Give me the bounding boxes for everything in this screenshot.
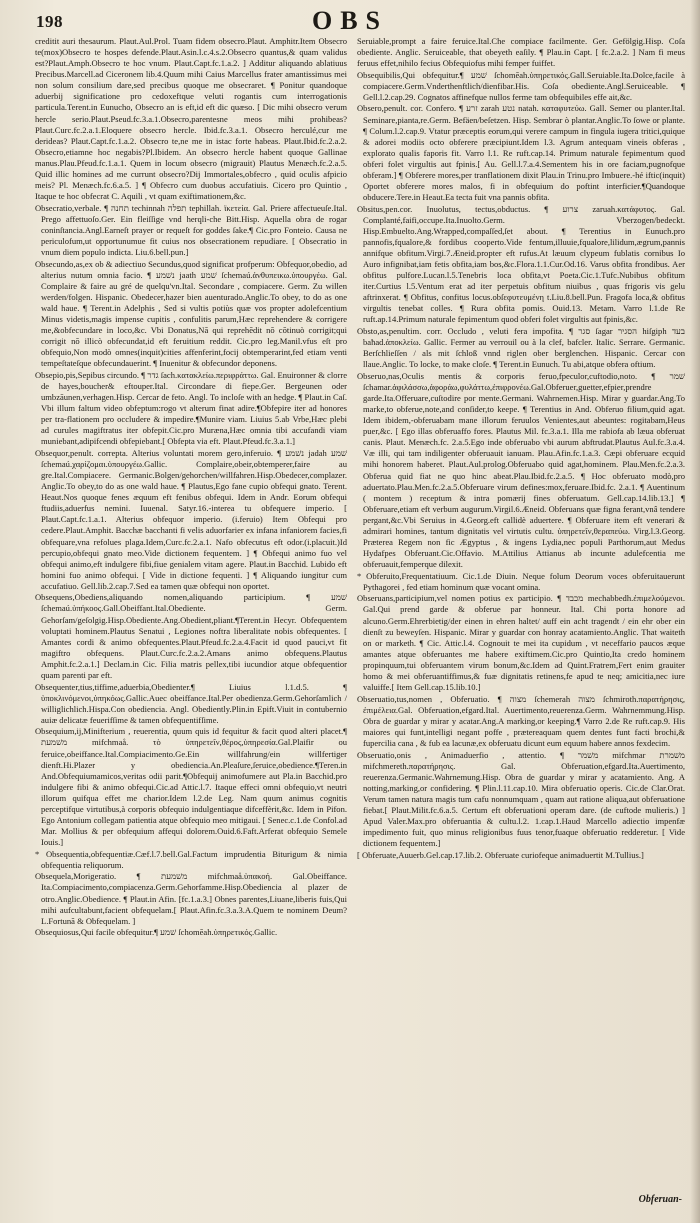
dictionary-entry: Obsequens,Obediens,aliquando nomen,aliquando participium. ¶ שׁמע ſchemaú.ὑπήκοος.Gall.Obeiffant.Ital.Obediente. Germ. Gehorſam/geſolgig.Hisp.Obediente.Ang.Obedient,pliant.¶Terent.in Hecyr. Obfequentem voluptati hominem.Plautus Senatui , Legiones noftra liberalitate nobis obfequentes. [ Amantes cordi & animo obfequentes.Plaut.Pfeud.fc.2.a.4.Facit id quod pauci,vt fit magiftro obfequens. Plaut.Curc.fc.2.a.2.Amans animo obfequens.Plautus Amphit.fc.2.a.1.] Declam.in Cic. Filia matris pellex,tibi iucundior atque obfequentior quam parenti par eft. <box>35 592 347 680</box>
dictionary-entry: Obsecundo,as,ex ob & adiectiuo Secundus,quod significat profperum: Obfequor,obedio, ad alterius nutum omnia facio. ¶ נשׁמע jaath שׁמע ſchemaú.ἀνθυπεικω.ὑπουργέω. Gal. Complaire & faire au gré de quelqu'vn.Ital. Secondare , compiacere. Germ. Zu willen werden/folgen. Hispanic. Obedecer,hazer bien auenturado.Anglic.To obey, to do as one wald haue. ¶ Terent.in Adelphis , Sed si vultis potiùs quæ vos propter adolefcentium Minus videtis,magis impense cupitis , confulitis parum,Hæc reprehendere & corrigere me,&obfecundare in loco,&c. Vbi Donatus,Nā qui reprehēdit nō cōtinuò corrigit;qui corrigit nō illicò obfecundat,id eft feruitium reddit. Cic.pro leg.Manil.vfus eſt pro obfequio,Non modò omnes(inquit)cities affenferint,focij obtemperarint,fed etiam venti tempeſtateſque obfecundauerint. ¶ Inuenitur & obfecundor deponens. <box>35 258 347 369</box>
running-head: OBS <box>311 6 389 35</box>
dictionary-entry: Obsero,penult. cor. Confero. ¶ זרע zarah נטע natah. καταφυτεύω. Gall. Semer ou planter.Ital. Seminare,pianta,re.Germ. Befäen/beſetzen. Hisp. Sembrar ò plantar.Anglic.To ſowe or plante. ¶ Colum.l.2.cap.9. Vtatur præceptis eorum,qui verere campum in fingula iugera tritici,quique & adorei modiis octo obferere præcipiunt.Idem l.3. Agrum antequam vineis obferas , explorato qualis faporis fit. Varro l.1. Re ruft.cap.14. Primum naturale fepimentum quod obferi folet virgultis aut fpinis.[ Au. Gell.l.7.a.4.Sementem his in ore faciam,pugnofque obferam.] ¶ Obferere mores,per tranflationem dixit Plau.in Trinu.pro Imbuere.-hé iftic(inquit) Oportet obferere mores malos, fi in obfequium do poftint interficier.¶Quandoque obducere.Tere.in Heaut.Ea tecta fuit vna pannis obfita. <box>357 103 685 203</box>
left-column <box>35 36 347 1210</box>
dictionary-entry: Obsequiosus,Qui facile obfequitur.¶ שׁמע ſchomēah.ὑπηρετικός.Gallic. <box>35 927 278 938</box>
catchword: Obferuan- <box>638 1194 682 1205</box>
dictionary-entry: Obsequibilis,Qui obfequitur.¶ שׁמע ſchomēah.ὑπηρετικός.Gall.Seruiable.Ita.Dolce,facile à compiacere.Germ.Vnderthenftlich/dienfibar.His. Coſa obediente.Angl.Seruiceable. ¶ Gell.l.2.cap.29. Cognatos affinefque nullos ferme tam obfequibiles effe ait,&c. <box>357 69 685 102</box>
dictionary-entry: Obseruatio,tus,nomen , Obferuatio. ¶ מצוה ſchemerah מצוה ſchmiroth.παρατήρησις, ἐπιμέλεια.Gal. Obferuation,efgard.Ital. Auertimento,reuerenza.Germ. Wahrnemmung.Hisp. Obra de guardar y mirar y acatar.Ang.A marking,or keeping.¶ Varro 2.de Re ruft.cap.9. His maiores qui funt,intelligi negant poffe , prætereaquam quem dentes funt facti brochi,& fupercilia cana , & fub ea lacunæ,ex obferuatu dicunt eum equum habere annos fexdecim. <box>357 693 685 748</box>
dictionary-entry: Obsto,as,penultim. corr. Occludo , veluti fera impofita. ¶ סגר ſagar הסגיר hiſgiph בעד baħad.ἀποκλείω. Gallic. Fermer au verrouil ou à la clef, bafcler. Italic. Serrare. Germanic. Berſchlieſſen / als mit ſchloß vnnd riglen ober berglenchen. Hispanic. Cercar con llaue.Anglic. To locke, to make cloſe. ¶ Terent.in Eunuch. Tu abi,atque obfera oftium. <box>357 326 685 370</box>
dictionary-entry: creditit auri thesaurum. Plaut.Aul.Prol. Tuam fidem obsecro.Plaut. Amphitr.Item Obsecro te(mox)Obsecro te hospes defende.Plaut.Asin.l.c.4.s.2.Obsecro quantus,& quam validus est?Plaut.Amph.Obsecro te hoc vnum. Plaut.Capt.fc.1.a.2. ] Additur aliquando ablatiuus Precibus.Marcell.ad Ciceronem lib.4.Quum mihi Caius Marcellus frater amantissimus mei non solum consilium dare,sed precibus quoque me obsecraret. ¶ Ponitur quandoque aduerbij significatione pro cedoxeftque veluti rogantis cum interrogationis particula.Terent.in Eunucho, Obsecro an is eft,id eft dic quæso. [ Dic mihi obsecro verum hercle serio.Plaut.Pseud.fc.3.a.1.Obsecro,parentesne meos mihi prohibeas?Plaut.Curc.fc.2.a.1.Eloquere obsecro hercle. Ibid.fc.3.a.1. Obsecro herculé,cur me derideas? Plaut.Capt.fc.1.a.2. Obsecro te,ne me in istac forte habeas. Plaut.Ibid.fc.2.a.2. Obsecro,etiamne hoc negabis?Pl.Ibidem. An obsecro hercle habent quoque Gallinae manus.Plau.Pfeud.fc.1.a.1. Quem in locum obsecro (migrauit) Plautus Menæch.fc.2.a.5. Quid illic homines ad me currunt obsecro?Dij Immortales,obfecro , quid oculis afpicio meis? Pl. Menæch.fc.6.a.5. ] ¶ Obfecro cum duobus accufatiuis. Cicero pro Quintio , Itaque te hoc obfecrat C. Aquili , vt quam exiftimationem,&c. <box>35 36 347 202</box>
dictionary-entry: Obsequium,ij,Minifterium , reuerentia, quum quis id fequitur & facit quod alteri placet.¶ משׁמעת mifchmaå. τὸ ὑπηρετεῖν,θέρος,ὑπηρεσία.Gal.Plaifir ou feruice,obeiffance.Ital.Compiacimento.Ge.Ein willfahrung/ein willfertiger dienft.Hi.Plazer y obediencia.An.Pleaſure,ſeruice,obedience.¶Teren.in And.Obfequiumamicos,veritas odii parit.¶Obfequij animofumere aut Pla.in Bacchid.pro indulgere fibi & animo obfequi.Cic.ad Attic.l.7. Itaque effeci omni obfequio,vt neutri illorum quifqua effet me charior.Idem l.2.de Leg. Nam quum animus cognitis perceptifque virtutibus,à corporis obfequio indulgentiaque difceffèrit,&c. Idem in Pifon. Ego Antonium collegam patientia atque obfequio meo mitigaui. [ Senec.c.1.de Confol.ad Mar. Mollius & per obfequium affequi dolorem.Ouid.6.Faft.Arferat obfequio Semele Iouis.] <box>35 726 347 848</box>
dictionary-entry: Obseruo,nas,Oculis mentis & corporis feruo,fpeculor,cuftodio,noto. ¶ שׁמר ſchamar.ἀφιλάσσω,ἀφοράω,φυλάττω,ἐπιφρονέω.Gal.Obferuer,guetter,efpier,prendre garde.Ita.Offeruare,cuſtodire por mente.Germani. Wahrnemen.Hisp. Mirar y guardar.Ang.To marke,to obferue,note,and conſider,to keepe. ¶ Terentius in And. Obferuo filium,quid agat. Idem ibidem,-obferuabam mane illorum feruulos Venientes,aut abeuntes: rogitabam,Heus puer,&c. [ Ego illas obferuaffo fores. Plautus Mil. fc.3.a.1. Illa me rabiofa ab læua obferuat canis. Plaut. Menæch.fc. 2.a.5.Ego inde obferuabo vbi aurum abftrudat.Plautus Aul.fc.3.a.4. Væ illi, qui tam indiligenter obferuauit ianuam. Plau.Afin.fc.1.a.3. Cæpi obferuare ecquid mihi honorem haberet. Plaut.Aul.prolog.Obferuabo quid agat,hominem. Plau.Men.fc.2.a.3. Obferua quid fiat ne quo hinc abeat.Plau.Ibid.fc.2.a.5. ¶ Hoc obferuato modò,pro aduertato.Plau.Men.fc.2.a.5.Obferuare virum defines:mox,feruare.Ibid.fc. 2.a.1. ¶ Auentinum ( montem ) receptum & intra pomærij fines obferuatum. Gell.cap.14.lib.13.] ¶ Obferuare,etiam eft verbum augurum.Virgil.6.Æneid. Obferuans quæ figna ferant,vnâ tendere pergant,&c.Vbi Seruius in 4.Georg.eft callidè aduertere. ¶ Obferuare item eft venerari & admirari homines, tantum dignitatis vel virtutis cultu. ὑπηρετεῖν,θεραπεύω. Virg.l.3.Georg. Præterea Regem non fic Ægyptus , & ingens Lydia,nec populi Parthorum,aut Medus Hydafpes Obferuant.Cic.Offavio. M.Attilius Attianus ab incunte adulefcentia me obferuauit,femperque dilexit. <box>357 370 685 570</box>
dictionary-entry: * Obferuito,Frequentatiuum. Cic.1.de Diuin. Neque folum Deorum voces obferuitauerunt Pythagorei , fed etiam hominum quæ vocant omina. <box>357 570 685 592</box>
dictionary-entry: Obseruatio,onis , Animaduerfio , attentio. ¶ משׁמר mifchmar משׁמרת mifchmereth.παρατήρησις. Gal. Obferuation,efgard.Ita.Auertimento, reuerenza.Germanic.Wahrnemung.Hisp. Obra de guardar y mirar y acatamiento. Ang. A notting,marking,or confidering. ¶ Plin.l.11.cap.10. Mira obferuatio operis. Cic.de Clar.Orat. Verum tamen natura magis tum cafu nonnumquam , quam aut ratione aliqua,aut obferuatione fiebat.[ Plaut.Milit.fc.6.a.5. Certum eft obferuationi operam dare. (de cuftode mulieris.) ] Apud Valer.Max.pro obferuantia & cultu.l.2. 1.cap.1.Haud Marcello adiectio impenfæ impedimento fuit, quo minus religionibus fuus tenor,fuaque obferuatio redderetur. [ Vide dictionem fequentem.] <box>357 749 685 849</box>
dictionary-entry: Obsequor,penult. correpta. Alterius voluntati morem gero,inferuio. ¶ נשׁמע jadah שׁמע ſchemaú.χαρίζομαι.ὑπουργέω.Gallic. Complaire,obeir,obtemperer,faire au gre.Ital.Compiacere. Germanic.Bolgen/gehorchen/willfahren.Hisp.Obedecer,complazer. Anglic.To obey,to do as one wald haue. ¶ Plautus,Ego fane cupio obfequi gnato. Terent. Heaut.Nos quoque fenes æquum eft fenibus obfequi. Idem in Andr. Eorum obfequi ftudiis,aduerfus nemini. Iuuenal. Satyr.16.-interea tu obfequere imperio. [ Plaut.Capt.fc.1.a.1. Alterius obfequor imperio. (i.feruio) Item Obfequi pro cedere.Plaut.Amphit. Bacchæ bacchanti fi velis aduorfarier ex infana infaniorem facies,fi obfequare,vna refolues plaga.Idem,Curc.fc.2.a.1. Nafo obfecutus eft odor.(i.placuit.)Id percupio,obfequi gnato meo.Vide dictionem fequentem. ] ¶ Obfequi animo fuo vel obfequi animo,eft indulgere fibi,fiue genialem vitam agere. Plaut.in Bacchid. Lubido eft homini fuo animo obfequi. [ Vide in dictione fequenti. ] ¶ Aliquando iungitur cum accufatiuo. Gell.lib.2.cap.7.Sed ea tamen quæ obfequi non oportet. <box>35 447 347 591</box>
dictionary-entry: * Obsequentia,obfequentiæ.Cæf.l.7.bell.Gal.Factum imprudentia Biturigum & nimia obfequentia reliquorum. <box>35 848 347 870</box>
dictionary-entry: [ Obferuate,Auuerb.Gel.cap.17.lib.2. Obferuate curiofeque animaduertit M.Tullius.] <box>357 849 644 860</box>
dictionary-entry: Obsequela,Morigeratio. ¶ משׁמעת mifchmaå.ὑπακοή. Gal.Obeiffance. Ita.Compiacimento,compiacenza.Germ.Gehorfamme.Hisp.Obediencia al plazer de otro.Anglic.Obedience. ¶ Plaut.in Afin. [fc.1.a.3.] Obnes parentes,Liuane,liberis fuis,Qui mihi aufcultabunt,facient obfequelam.[ Plaut.Afin.fc.3.a.3.A.Quem te nominem Deum? L.Fortunã & Obfequelam. ] <box>35 871 347 926</box>
page-number: 198 <box>36 12 63 31</box>
dictionary-entry: Seruiable,prompt a faire feruice.Ital.Che compiace facilmente. Ger. Gefölgig.Hisp. Coſa obediente. Anglic. Seruiceable, that obeyeth eaſily. ¶ Plau.in Capt. [ fc.2.a.2. ] Nam fi meus feruus effet,nihilo fecius Obfequiofus mihi femper fuiffet. <box>357 36 685 69</box>
right-column <box>357 36 685 1210</box>
dictionary-entry: Obsequenter,tius,tiffime,aduerbia,Obedienter.¶ Liuius l.1.d.5. ¶ ὑποκλινόμενοι,ὑπηκόως.Gallic.Auec obeiffance.Ital.Per obedienza.Germ.Gehorſamlich / williglichlich.Hispa.Con obediencia. Angl. Obediently.Plin.in Epift.Viuit in contubernio auiæ delicatæ feuerifſime & tamen obfequentifſime. <box>35 681 347 725</box>
dictionary-entry: Obsitus,pen.cor. Inuolutus, tectus,obductus. ¶ צרוע zaruah.κατάφυτος. Gal. Complanté,faifi,occupe.Ita.Inuolto.Germ. Vberzogen/bedeckt. Hisp.Embuelto.Ang.Wrapped,compaſſed,ſet about. ¶ Terentius in Eunuch.pro pannofis,fqualore,& fordibus cooperto.Vide fentum,illuuie,fqualore,lilidum,ægrum,pannis annifque obfitum.Virgi.7.Æneid.propter eft rufus.At læuum clypeum fublatis cornibus Io Auro infignibat,iam fetis obfita,iam bos,&c.Flora.1.1.Cur.Od.16. Varus obfita frondibus. Aer obfitus pulfore.Lucan.l.5.Tenebris loca obfita,vt Poeta.Cic.1.Tufc.Nubibus obfitum iter.Curtius l.5.Ventum erat ad iter perpetuis obfitum niuibus , quas frigoris vis gelu aftrinxerat. ¶ Obfitus, confitus locus.obſεφυτευμένη t.Liu.8.bell.Pun. Fragofa loca,& obfitus virgultis tenebat colles. ¶ Rura obfita pomis. Ouid.13. Metam. Varro l.1.de Re ruft.ap.14.Primum naturale fepimentum quod obferi folet virgultis aut fpinis,&c. <box>357 203 685 325</box>
dictionary-entry: Obsecratio,verbale. ¶ תחנה techinnah תפלה tephillah. ϊκετεία. Gal. Priere affectueuſe.Ital. Prego affettuoſo.Ger. Ein fleiſſige vnd herqli-che Bitt.Hisp. Aquella obra de rogar coninſtancia.Angl.Earneſt prayer or requeſt for goddes ſake.¶ Cic.pro Fonteio. Causa ne periculofum,ut opportunumue fit cuius nos obsecrationem repudiare. [ Obsecratio in vnum diem populo indicta. Liu.6.bell.pun.] <box>35 202 347 257</box>
page-header <box>14 6 686 36</box>
dictionary-entry: Obsepio,pis,Sepibus circundo. ¶ גדר ſach.κατακλείω.περιφράττω. Gal. Enuironner & clorre de hayes,boucher& eftouper.Ital. Circondare di fiepe.Ger. Bergeunen oder umbzāunen,verhagen.Hisp. Cercar de feto. Angl. To incloſe with an hedge. ¶ Plaut.in Caſ. Vbi illum faltum video obfeptum:rogo vt alterum finat adire.¶Obfepire iter ad honores per tra-flationem pro occludere & impedire.¶Munire viam. Liuius 5.ab Vrbe,Hæc plebi ad curules magiftratus iter obfepit.Cic.pro Muræna,Hæc omnia tibi accufandi viam muniebant,adipifcendi obfepiebant.[ Obfepta via eft. Plaut.Pfeud.fc.3.a.1.] <box>35 369 347 447</box>
dictionary-entry: Obseruans,participium,vel nomen potius ex participio. ¶ מכבד mechabbedh.ἐπιμελούμενοι. Gal.Qui prend garde & obferue par honneur. Ital. Chi porta honore ad alcuno.Germ.Ehrerbietig/der einen in ehren haltet/ auff ein acht tragendt / ein ehr ober ein dienſt zu beweyſen. Hispanic. Mirar y guardar con honray acatamiento.Anglic. That waiteth on or marketh. ¶ Cic. Attic.l.4. Cognouit te mei ita cupidum , vt neceffario paucos æque amantes atque obferuantes me habere exiftimem.Cic.pro Quintio,Ita credo hominem propinquum,tui obferuantem virum bonum,&c.Idem ad Quint.Fratrem,Fert enim grauiter homo & mei obferuantiffimus,& fuæ dignitatis retinens,fe apud te neq; amicitia,nec iure valuiffe.[ Item Gell.cap.15.lib.10.] <box>357 593 685 693</box>
